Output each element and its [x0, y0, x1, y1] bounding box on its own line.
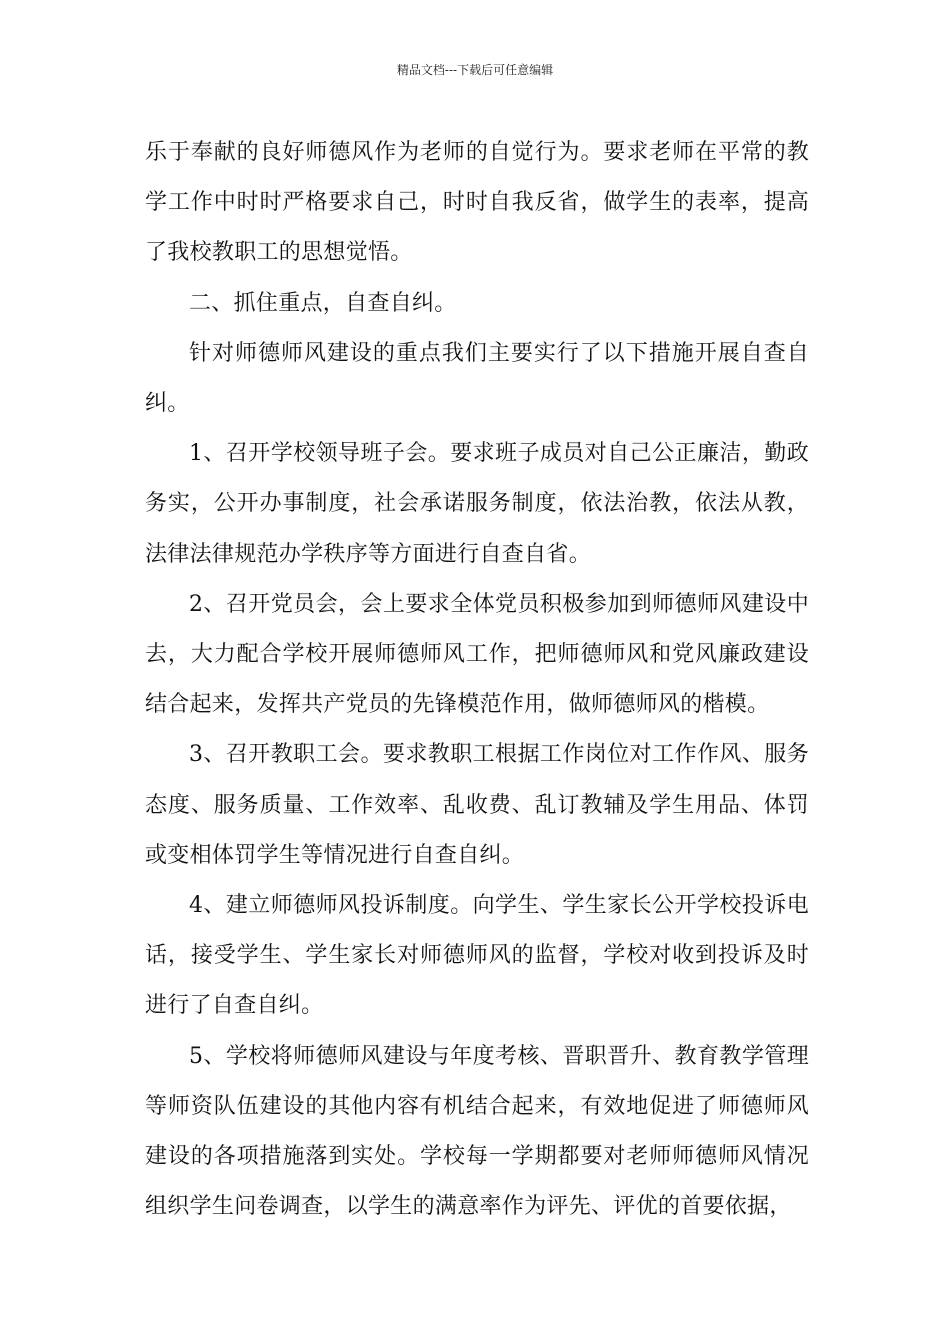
- paragraph-intro: 针对师德师风建设的重点我们主要实行了以下措施开展自查自纠。: [145, 340, 809, 417]
- paragraph-item-2: 2、召开党员会，会上要求全体党员积极参加到师德师风建设中去，大力配合学校开展师德师风工作，把师德师风和党风廉政建设结合起来，发挥共产党员的先锋模范作用，做师德师风的楷模。: [145, 591, 809, 718]
- paragraph-item-3: 3、召开教职工会。要求教职工根据工作岗位对工作作风、服务态度、服务质量、工作效率、乱收费、乱订教辅及学生用品、体罚或变相体罚学生等情况进行自查自纠。: [145, 742, 809, 868]
- paragraph-continuation: 乐于奉献的良好师德风作为老师的自觉行为。要求老师在平常的教学工作中时时严格要求自己，时时自我反省，做学生的表率，提高了我校教职工的思想觉悟。: [145, 140, 809, 266]
- paragraph-item-5: 5、学校将师德师风建设与年度考核、晋职晋升、教育教学管理等师资队伍建设的其他内容有机结合起来，有效地促进了师德师风建设的各项措施落到实处。学校每一学期都要对老师师德师风情况组织学生问卷调查，以学生的满意率作为评先、评优的首要依据，: [145, 1043, 809, 1220]
- paragraph-item-4: 4、建立师德师风投诉制度。向学生、学生家长公开学校投诉电话，接受学生、学生家长对师德师风的监督，学校对收到投诉及时进行了自查自纠。: [145, 893, 809, 1019]
- document-body: [145, 128, 809, 1232]
- paragraph-item-1: 1、召开学校领导班子会。要求班子成员对自己公正廉洁，勤政务实，公开办事制度，社会承诺服务制度，依法治教，依法从教，法律法律规范办学秩序等方面进行自查自省。: [145, 441, 809, 567]
- page-header: 精品文档---下载后可任意编辑: [396, 63, 554, 77]
- section-heading: 二、抓住重点，自查自纠。: [189, 290, 457, 316]
